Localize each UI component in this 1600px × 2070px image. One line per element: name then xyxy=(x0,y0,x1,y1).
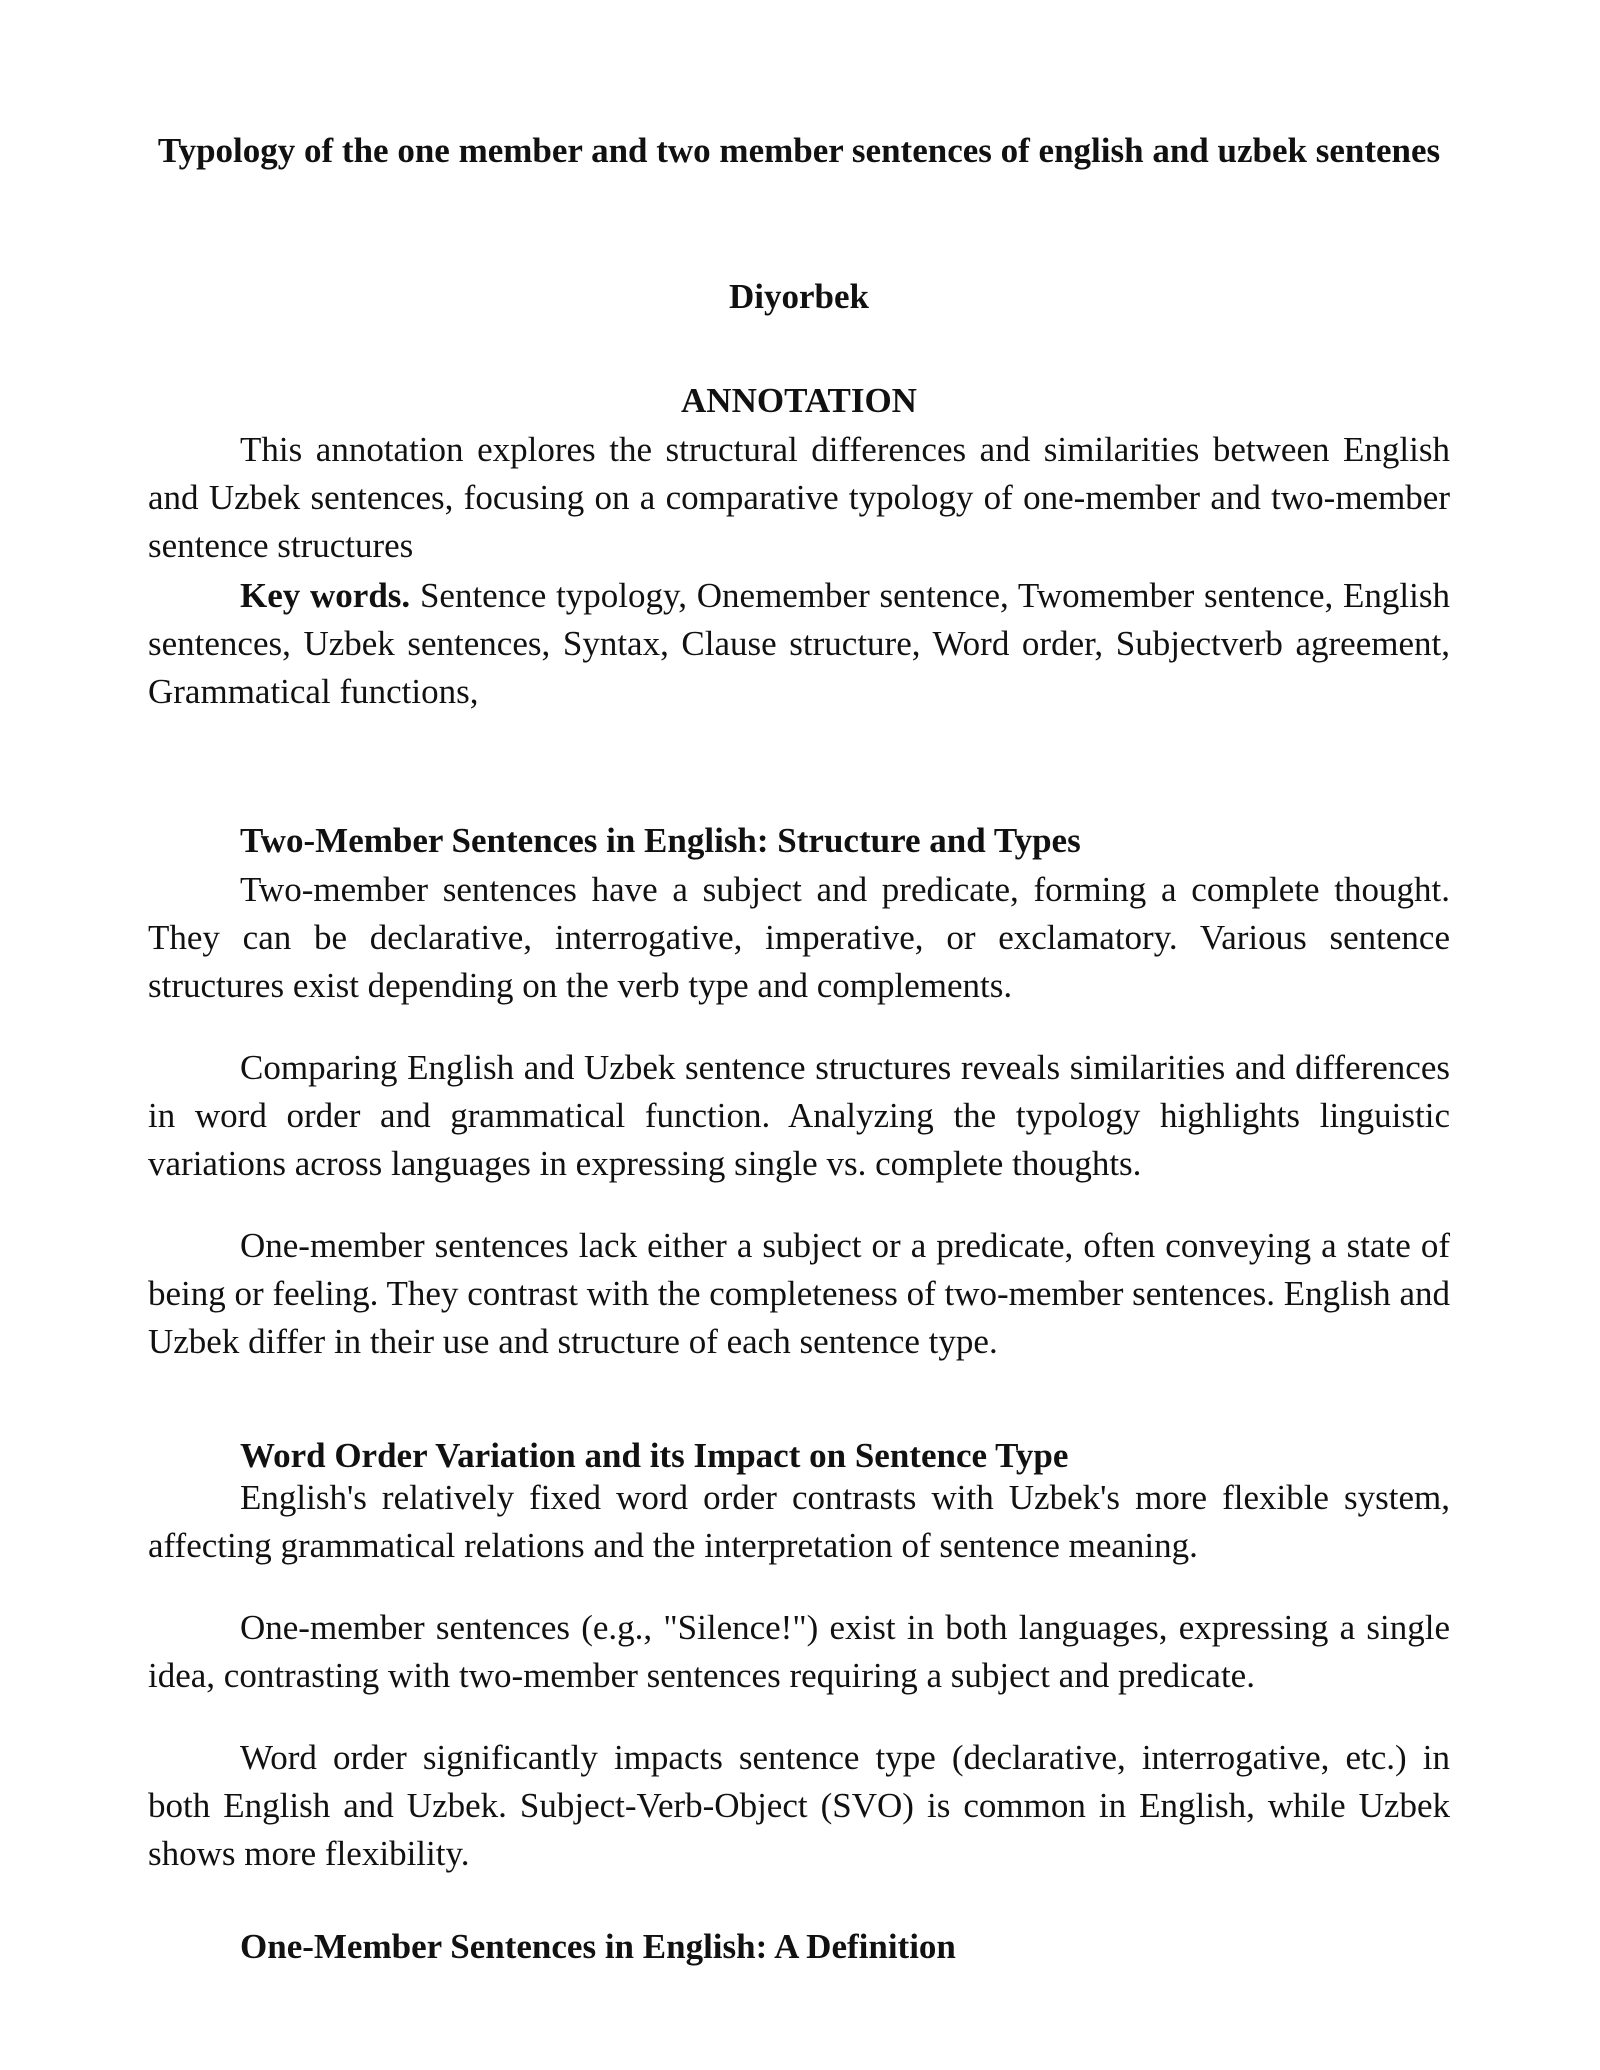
section-heading: Two-Member Sentences in English: Structure and Types xyxy=(240,821,1081,860)
section-paragraph: Comparing English and Uzbek sentence structures reveals similarities and differences in word order and grammatical function. Analyzing the typology highlights linguistic variations across languages in expressing single vs. complete thoughts. xyxy=(148,1048,1450,1183)
keywords-text: Sentence typology, Onemember sentence, Twomember sentence, English sentences, Uzbek sentences, Syntax, Clause structure, Word order, Subjectverb agreement, Grammatical functions, xyxy=(148,576,1451,711)
keywords-paragraph xyxy=(148,572,1450,716)
annotation-paragraph: This annotation explores the structural differences and similarities between English and Uzbek sentences, focusing on a comparative typology of one-member and two-member sentence structures xyxy=(148,430,1450,565)
section-paragraph: One-member sentences (e.g., "Silence!") exist in both languages, expressing a single idea, contrasting with two-member sentences requiring a subject and predicate. xyxy=(148,1608,1450,1695)
document-title: Typology of the one member and two member sentences of english and uzbek sentenes xyxy=(157,131,1441,170)
section-paragraph: Two-member sentences have a subject and predicate, forming a complete thought. They can be declarative, interrogative, imperative, or exclamatory. Various sentence structures exist depending on the verb type and complements. xyxy=(148,870,1450,1005)
section-paragraph: Word order significantly impacts sentence type (declarative, interrogative, etc.) in both English and Uzbek. Subject-Verb-Object (SVO) is common in English, while Uzbek shows more flexibility. xyxy=(148,1738,1450,1873)
annotation-heading: ANNOTATION xyxy=(681,381,917,420)
section-heading: One-Member Sentences in English: A Definition xyxy=(240,1927,956,1966)
section-paragraph: English's relatively fixed word order contrasts with Uzbek's more flexible system, affecting grammatical relations and the interpretation of sentence meaning. xyxy=(148,1478,1450,1565)
author-name: Diyorbek xyxy=(729,277,869,316)
keywords-label: Key words. xyxy=(240,576,411,615)
section-heading: Word Order Variation and its Impact on Sentence Type xyxy=(240,1436,1069,1475)
section-paragraph: One-member sentences lack either a subject or a predicate, often conveying a state of being or feeling. They contrast with the completeness of two-member sentences. English and Uzbek differ in their use and structure of each sentence type. xyxy=(148,1226,1450,1361)
